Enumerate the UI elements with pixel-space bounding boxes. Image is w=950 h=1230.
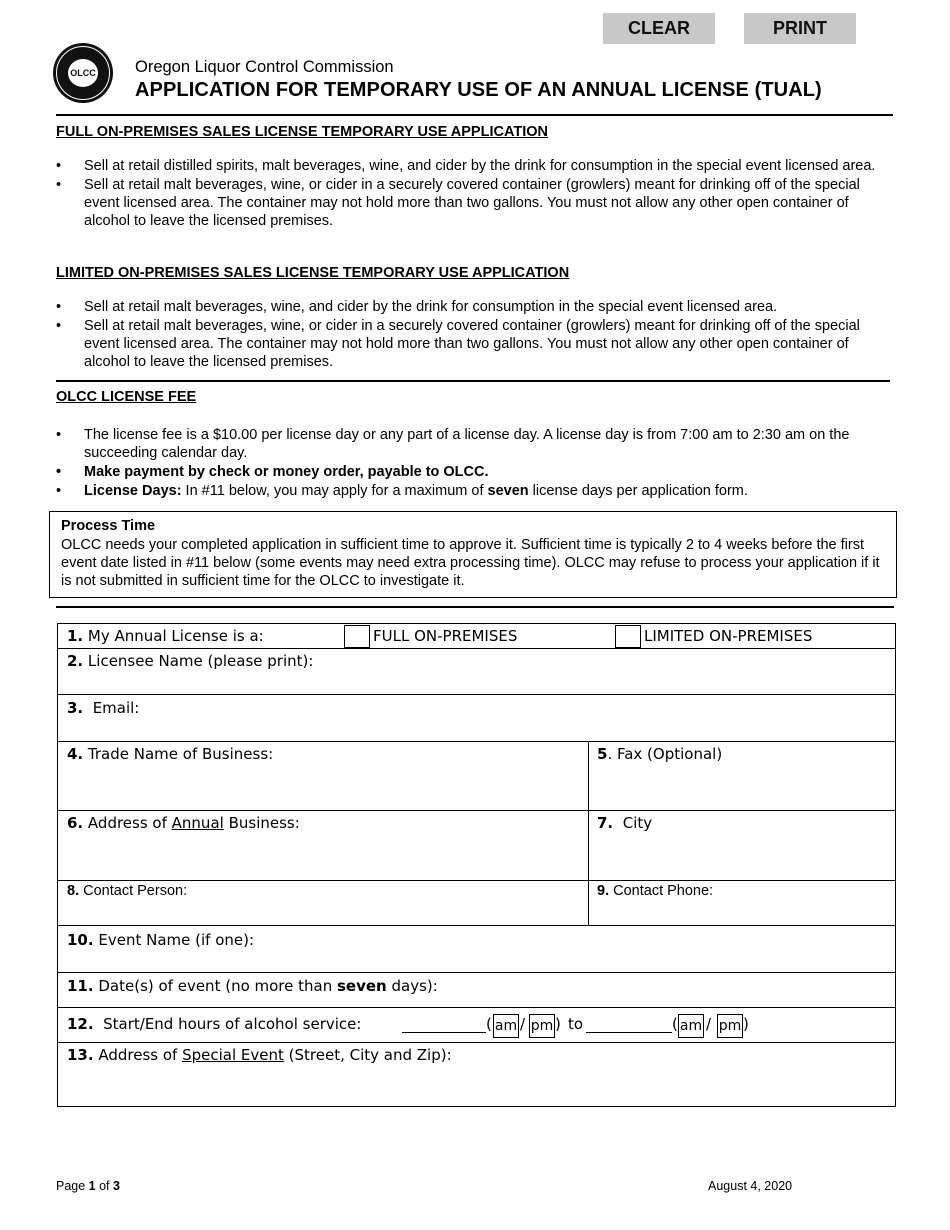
form-row-10[interactable]	[58, 926, 895, 973]
process-time-box	[49, 511, 897, 598]
paren-open: (	[486, 1015, 492, 1033]
column-divider	[588, 742, 589, 811]
license-days-seven: seven	[487, 483, 529, 499]
list-item: • Sell at retail malt beverages, wine, and cider by the drink for consumption in the special event licensed area.	[56, 298, 896, 316]
form-row-3[interactable]	[58, 695, 895, 742]
list-item	[56, 482, 896, 500]
end-time-input[interactable]	[586, 1031, 672, 1033]
start-time-input[interactable]	[402, 1031, 486, 1033]
full-on-premises-checkbox[interactable]	[344, 625, 370, 648]
form-row-1	[58, 624, 895, 649]
list-item: • Sell at retail malt beverages, wine, or cider in a securely covered container (growlers) meant for drinking off of the special event licensed area. The container may not hold more than two gallons. You must not allow any other open container of alcohol to leave the licensed premises.	[56, 176, 896, 230]
q1-label: 1. My Annual License is a:	[67, 627, 264, 645]
fee-section-list	[56, 426, 896, 501]
limited-section-list	[56, 298, 896, 372]
q12-hours-label: 12. Start/End hours of alcohol service:	[67, 1015, 362, 1033]
q4-trade-name-label[interactable]: 4. Trade Name of Business:	[67, 745, 274, 763]
license-days-text-pre: In #11 below, you may apply for a maximum of	[181, 483, 488, 499]
process-time-heading: Process Time	[61, 518, 156, 534]
limited-section-heading: LIMITED ON-PREMISES SALES LICENSE TEMPORARY USE APPLICATION	[56, 265, 570, 281]
license-days-text-post: license days per application form.	[528, 483, 748, 499]
application-form	[57, 623, 896, 1107]
list-item: • Sell at retail distilled spirits, malt beverages, wine, and cider by the drink for consumption in the special event licensed area.	[56, 157, 896, 175]
form-row-6-7	[58, 811, 895, 881]
page-number: Page 1 of 3	[56, 1179, 120, 1193]
q8-contact-person-label[interactable]: 8. Contact Person:	[67, 883, 188, 899]
q6-address-label[interactable]: 6. Address of Annual Business:	[67, 814, 300, 832]
logo-text: OLCC	[68, 59, 98, 87]
form-row-12	[58, 1008, 895, 1043]
form-row-11[interactable]	[58, 973, 895, 1008]
full-section-heading: FULL ON-PREMISES SALES LICENSE TEMPORARY USE APPLICATION	[56, 124, 548, 140]
form-row-8-9	[58, 881, 895, 926]
q11-event-dates-label: 11. Date(s) of event (no more than seven days):	[67, 977, 438, 995]
agency-name: Oregon Liquor Control Commission	[135, 58, 394, 76]
limited-on-premises-label: LIMITED ON-PREMISES	[644, 627, 813, 645]
full-section-list	[56, 157, 896, 231]
header-rule	[56, 114, 893, 116]
column-divider	[588, 881, 589, 926]
paren-close: )	[555, 1015, 561, 1033]
clear-button[interactable]: CLEAR	[603, 13, 715, 44]
q7-city-label[interactable]: 7. City	[597, 814, 653, 832]
limited-on-premises-checkbox[interactable]	[615, 625, 641, 648]
end-am-checkbox[interactable]: am	[678, 1014, 704, 1038]
end-pm-checkbox[interactable]: pm	[717, 1014, 743, 1038]
page-title: APPLICATION FOR TEMPORARY USE OF AN ANNUAL LICENSE (TUAL)	[135, 79, 822, 101]
paren-open: (	[672, 1015, 678, 1033]
form-row-2[interactable]	[58, 648, 895, 695]
form-row-13[interactable]	[58, 1043, 895, 1106]
q3-email-label: 3. Email:	[67, 699, 140, 717]
start-pm-checkbox[interactable]: pm	[529, 1014, 555, 1038]
section-rule	[56, 380, 890, 382]
olcc-seal-logo	[53, 43, 113, 103]
start-am-checkbox[interactable]: am	[493, 1014, 519, 1038]
license-days-label: License Days:	[84, 483, 182, 499]
q5-fax-label[interactable]: 5. Fax (Optional)	[597, 745, 723, 763]
form-row-4-5	[58, 742, 895, 811]
paren-close: )	[743, 1015, 749, 1033]
q2-licensee-name-label: 2. Licensee Name (please print):	[67, 652, 314, 670]
list-item: • The license fee is a $10.00 per license day or any part of a license day. A license day is from 7:00 am to 2:30 am on the succeeding calendar day.	[56, 426, 896, 462]
slash: /	[520, 1015, 526, 1033]
form-top-rule	[56, 606, 894, 608]
to-label: to	[568, 1015, 584, 1033]
column-divider	[588, 811, 589, 881]
slash: /	[706, 1015, 712, 1033]
list-item: • Sell at retail malt beverages, wine, or cider in a securely covered container (growlers) meant for drinking off of the special event licensed area. The container may not hold more than two gallons. You must not allow any other open container of alcohol to leave the licensed premises.	[56, 317, 896, 371]
q10-event-name-label: 10. Event Name (if one):	[67, 931, 255, 949]
full-on-premises-label: FULL ON-PREMISES	[373, 627, 518, 645]
list-item: • Make payment by check or money order, payable to OLCC.	[56, 463, 896, 481]
process-time-body: OLCC needs your completed application in sufficient time to approve it. Sufficient time is typically 2 to 4 weeks before the first event date listed in #11 below (some events may need extra processing time). OLCC may refuse to process your application if it is not submitted in sufficient time for the OLCC to investigate it.	[61, 537, 880, 589]
revision-date: August 4, 2020	[708, 1179, 793, 1193]
fee-section-heading: OLCC LICENSE FEE	[56, 389, 197, 405]
q9-contact-phone-label[interactable]: 9. Contact Phone:	[597, 883, 714, 899]
print-button[interactable]: PRINT	[744, 13, 856, 44]
q13-event-address-label: 13. Address of Special Event (Street, City and Zip):	[67, 1046, 452, 1064]
